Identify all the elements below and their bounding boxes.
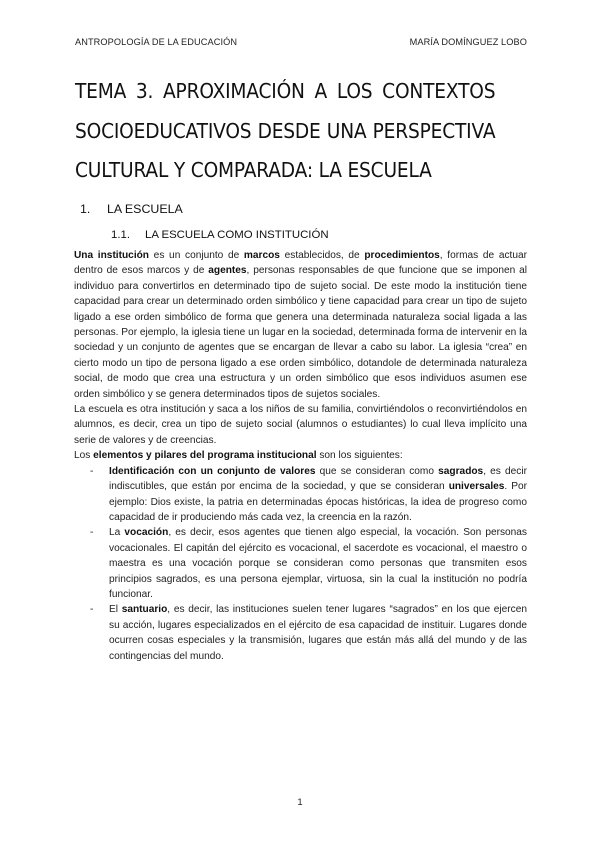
bold-term: marcos: [243, 250, 280, 261]
bold-term: sagrados: [438, 465, 484, 477]
list-text: El: [109, 604, 122, 616]
section-heading: [80, 202, 183, 216]
page-header: [75, 37, 527, 47]
bold-term: santuario: [121, 604, 168, 616]
list-text: , es decir, esos agentes que tienen algo especial, la vocación. Son personas vocacionales. El capitán del ejército es vocacional, el sacerdote es vocacional, el maestro o maestra es una vocación porque se consideran como personas que transmiten esos principios sagrados, es una persona ejemplar, virtuosa, sin la cual la institución no podría funcionar.: [109, 527, 527, 600]
subsection-number: 1.1.: [111, 229, 130, 241]
paragraph-text: son los siguientes:: [316, 450, 403, 462]
paragraph-text: es un conjunto de: [149, 250, 244, 261]
bold-term: agentes: [208, 265, 247, 277]
bold-term: Identificación con un conjunto de valores: [109, 465, 316, 477]
paragraph-text: , formas de actuar dentro de esos marcos y de: [74, 250, 527, 277]
section-number: 1.: [80, 202, 91, 216]
paragraph-institution-definition: [74, 248, 527, 402]
bold-term: universales: [448, 481, 505, 493]
list-text: , es decir indiscutibles, que están por encima de la sociedad, y que se consideran: [109, 465, 527, 493]
list-item-vocation: [74, 525, 527, 602]
header-author: MARÍA DOMÍNGUEZ LOBO: [409, 37, 527, 47]
paragraph-elements-intro: [74, 448, 527, 463]
bold-term: Una institución: [74, 250, 149, 261]
header-course-title: ANTROPOLOGÍA DE LA EDUCACIÓN: [75, 37, 238, 47]
list-item-sanctuary: [74, 602, 527, 664]
elements-list: [74, 464, 527, 664]
dash-bullet: -: [90, 527, 94, 539]
list-text: , es decir, las instituciones suelen tener lugares “sagrados” en los que ejercen su acción, lugares especializados en el ejército de esa capacidad de instituir. Lugares donde ocurren cosas especiales y la transmisión, lugares que están más allá del mundo y de las contingencias del mundo.: [109, 604, 527, 662]
page-number: 1: [297, 797, 303, 808]
bold-term: vocación: [124, 527, 169, 539]
list-text: que se consideran como: [315, 465, 439, 477]
paragraph-school: La escuela es otra institución y saca a los niños de su familia, convirtiéndolos o reconvirtiéndolos en alumnos, es decir, crea un tipo de sujeto social (alumnos o estudiantes) lo cual lleva implícito una serie de valores y de creencias.: [74, 404, 527, 446]
bold-term: procedimientos: [364, 250, 440, 261]
dash-bullet: -: [90, 465, 94, 477]
dash-bullet: -: [90, 604, 94, 616]
bold-term: elementos y pilares del programa institucional: [93, 450, 317, 462]
paragraph-text: establecidos, de: [279, 250, 365, 261]
subsection-heading: [111, 229, 329, 241]
paragraph-text: , personas responsables de que funcione que se imponen al individuo para convertirlos en determinado tipo de sujeto social. De este modo la institución tiene capacidad para crear un determinado orden simbólico y tiene capacidad para crear un tipo de sujeto ligado a ese orden simbólico de forma que genera una determinada naturaleza social ligada a las personas. Por ejemplo, la iglesia tiene un lugar en la sociedad, determinada forma de intervenir en la sociedad y un conjunto de agentes que se encargan de llevar a cabo su labor. La iglesia “crea” en cierto modo un tipo de persona ligado a ese orden simbólico, dotandole de determinada naturaleza social, de modo que crea una estructura y un orden simbólico que esos individuos asumen ese orden simbólico y se genera determinados tipos de sujetos sociales.: [74, 265, 527, 400]
subsection-label: LA ESCUELA COMO INSTITUCIÓN: [145, 229, 329, 241]
document-body: [74, 248, 527, 664]
list-item-values: [74, 464, 527, 526]
list-text: . Por ejemplo: Dios existe, la patria en determinadas épocas históricas, la idea de progreso como capacidad de ir produciendo más cada vez, la creencia en la razón.: [109, 481, 527, 523]
section-label: LA ESCUELA: [107, 202, 183, 216]
paragraph-text: Los: [74, 450, 94, 462]
document-title: TEMA 3. APROXIMACIÓN A LOS CONTEXTOS SOCIOEDUCATIVOS DESDE UNA PERSPECTIVA CULTURAL Y COMPARADA: LA ESCUELA: [75, 79, 496, 182]
list-text: La: [109, 527, 125, 539]
